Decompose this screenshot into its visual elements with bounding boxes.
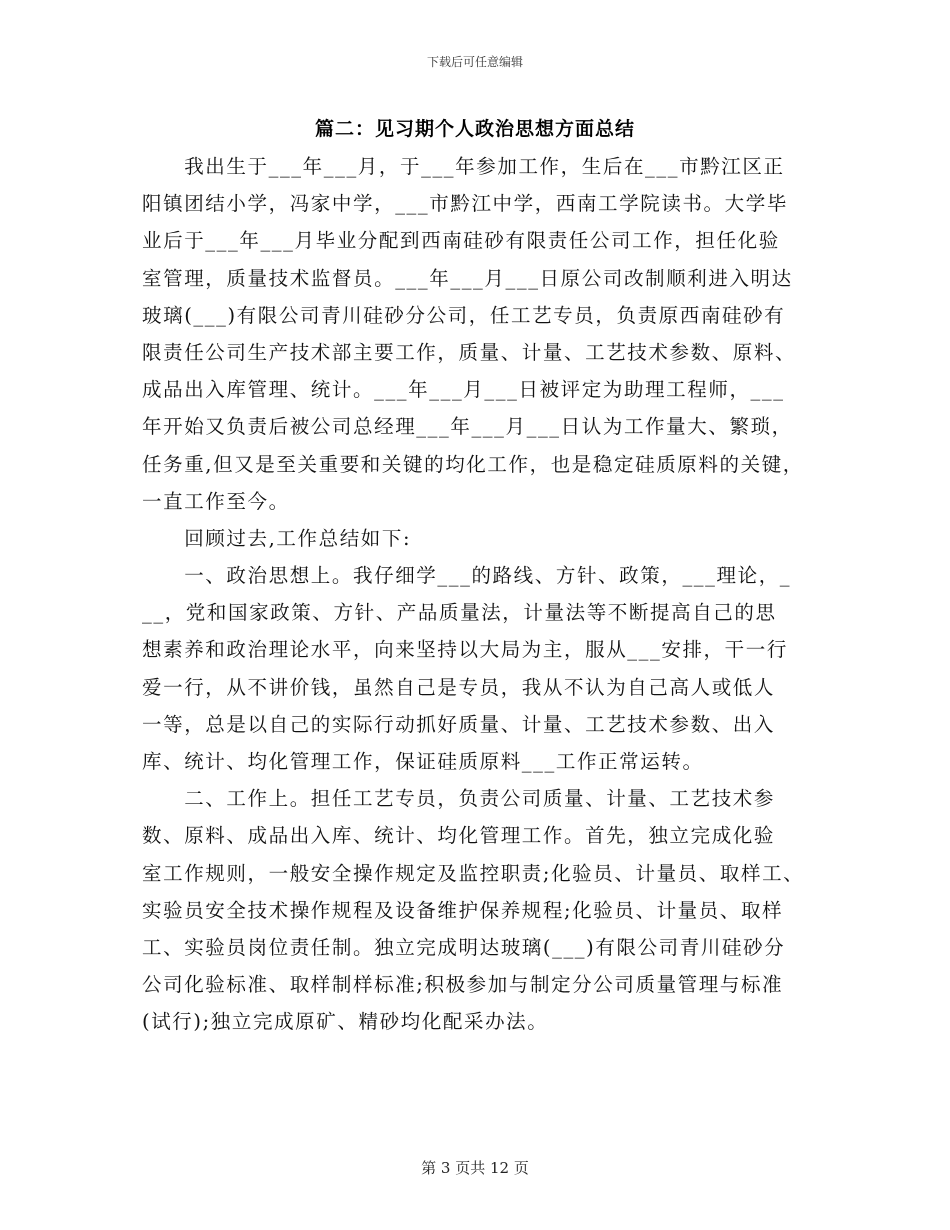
body-line: (试行);独立完成原矿、精砂均化配采办法。 [142, 1010, 549, 1034]
body-line: 一直工作至今。 [142, 489, 290, 513]
body-line: 回顾过去,工作总结如下: [142, 526, 412, 550]
body-line: 业后于___年___月毕业分配到西南硅砂有限责任公司工作，担任化验 [142, 229, 780, 253]
body-line: 一等，总是以自己的实际行动抓好质量、计量、工艺技术参数、出入 [142, 712, 776, 736]
body-line: 公司化验标准、取样制样标准;积极参加与制定分公司质量管理与标准 [142, 973, 784, 997]
page-number: 第 3 页共 12 页 [421, 1159, 529, 1177]
body-line: 工、实验员岗位责任制。独立完成明达玻璃(___)有限公司青川硅砂分 [142, 935, 786, 959]
body-line: 阳镇团结小学，冯家中学，___市黔江中学，西南工学院读书。大学毕 [142, 192, 788, 216]
body-line: 年开始又负责后被公司总经理___年___月___日认为工作量大、繁琐， [142, 415, 793, 439]
body-line: 室工作规则，一般安全操作规定及监控职责;化验员、计量员、取样工、 [142, 861, 805, 885]
body-line: 爱一行，从不讲价钱，虽然自己是专员，我从不认为自己高人或低人 [142, 675, 776, 699]
body-line: 一、政治思想上。我仔细学___的路线、方针、政策，___理论，_ [142, 564, 792, 588]
body-line: 库、统计、均化管理工作，保证硅质原料___工作正常运转。 [142, 750, 704, 773]
document-body [142, 148, 807, 1041]
document-title: 篇二：见习期个人政治思想方面总结 [314, 118, 635, 140]
body-line: 室管理，质量技术监督员。___年___月___日原公司改制顺利进入明达 [142, 266, 793, 290]
body-line: 任务重,但又是至关重要和关键的均化工作，也是稳定硅质原料的关键， [142, 452, 804, 476]
header-note: 下载后可任意编辑 [426, 55, 523, 69]
body-line: 限责任公司生产技术部主要工作，质量、计量、工艺技术参数、原料、 [142, 340, 797, 364]
body-line: 二、工作上。担任工艺专员，负责公司质量、计量、工艺技术参 [142, 787, 776, 811]
body-line: 实验员安全技术操作规程及设备维护保养规程;化验员、计量员、取样 [142, 898, 784, 922]
body-line: 我出生于___年___月，于___年参加工作，生后在___市黔江区正 [142, 155, 785, 178]
body-line: 想素养和政治理论水平，向来坚持以大局为主，服从___安排，干一行 [142, 638, 788, 662]
body-line: 玻璃(___)有限公司青川硅砂分公司，任工艺专员，负责原西南硅砂有 [142, 303, 786, 327]
body-line: 成品出入库管理、统计。___年___月___日被评定为助理工程师，___ [142, 378, 785, 402]
body-line: 数、原料、成品出入库、统计、均化管理工作。首先，独立完成化验 [142, 824, 776, 848]
body-line: __，党和国家政策、方针、产品质量法，计量法等不断提高自己的思 [142, 601, 777, 625]
